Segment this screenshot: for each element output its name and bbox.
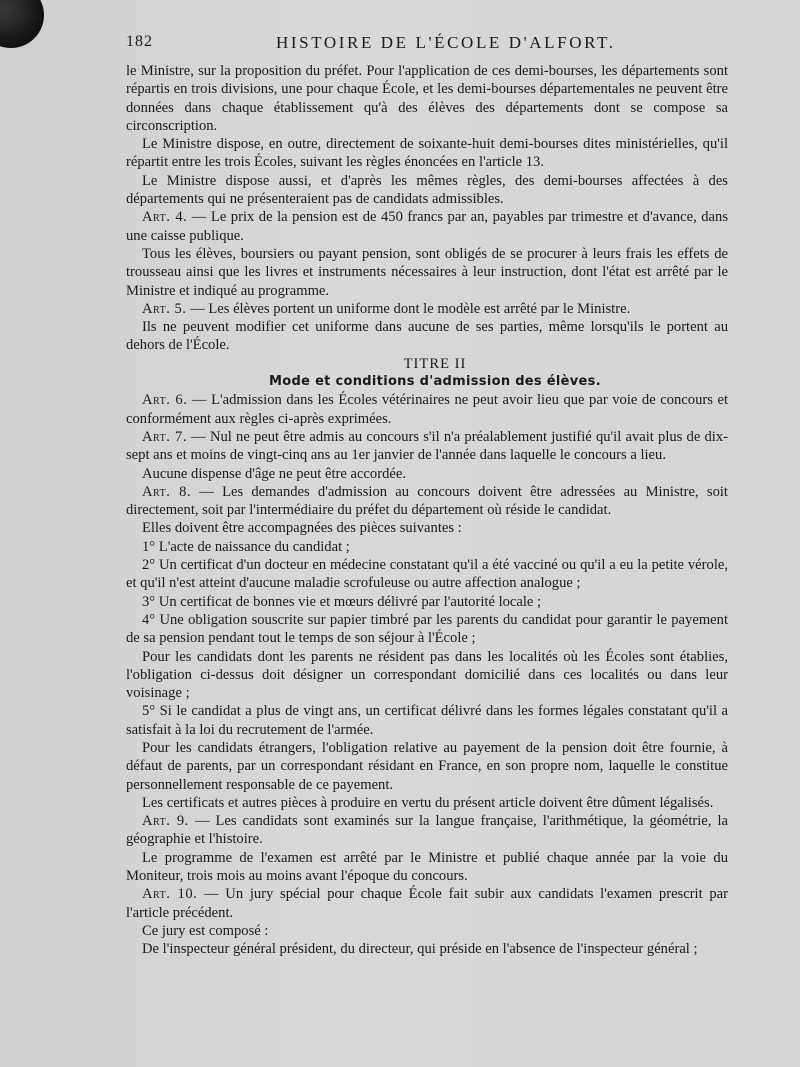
paragraph (126, 593, 728, 611)
article-label: Art. 5. (142, 300, 187, 317)
paragraph-text: Le Ministre dispose aussi, et d'après les mêmes règles, des demi-bourses affectées à des départements qui ne présenteraient pas de candidats admissibles. (126, 172, 728, 208)
paragraph-text: 2° Un certificat d'un docteur en médecine constatant qu'il a été vacciné ou qu'il a eu la petite vérole, et qu'il n'est atteint d'aucune maladie scrofuleuse ou autre affection analogue ; (126, 557, 728, 592)
paragraph (126, 812, 728, 849)
paragraph-text: Ce jury est composé : (142, 922, 269, 939)
paragraph-text: — Un jury spécial pour chaque École fait subir aux candidats l'examen prescrit par l'article précédent. (126, 886, 728, 921)
article-label: Art. 7. (142, 428, 187, 445)
page-header (126, 33, 730, 55)
article-label: Art. 8. (142, 483, 192, 500)
paragraph (126, 208, 728, 245)
paragraph (126, 465, 728, 483)
paragraph (126, 648, 728, 703)
paragraph (126, 391, 728, 428)
paragraph (126, 135, 728, 172)
paragraph (126, 519, 728, 537)
paragraph-text: Ils ne peuvent modifier cet uniforme dans aucune de ses parties, même lorsqu'ils le portent au dehors de l'École. (126, 319, 728, 354)
article-label: Art. 10. (142, 886, 198, 903)
paragraph-text: 5° Si le candidat a plus de vingt ans, un certificat délivré dans les formes légales constatant qu'il a satisfait à la loi du recrutement de l'armée. (126, 703, 728, 738)
paragraph-text: 4° Une obligation souscrite sur papier timbré par les parents du candidat pour garantir le payement de sa pension pendant tout le temps de son séjour à l'École ; (126, 611, 728, 647)
page-number: 182 (126, 33, 153, 50)
paragraph-text: 1° L'acte de naissance du candidat ; (142, 538, 350, 555)
paragraph-group-top (126, 62, 728, 355)
paragraph-text: le Ministre, sur la proposition du préfet. Pour l'application de ces demi-bourses, les départements sont répartis en trois divisions, une pour chaque École, et les demi-bourses départementales ne peuvent être données dans chaque établissement qu'à des élèves des départements dont se compose sa circonscription. (126, 63, 728, 134)
paragraph-text: Elles doivent être accompagnées des pièces suivantes : (142, 520, 462, 537)
paragraph-text: — Les candidats sont examinés sur la langue française, l'arithmétique, la géométrie, la géographie et l'histoire. (126, 813, 728, 848)
paragraph-text: Aucune dispense d'âge ne peut être accordée. (142, 465, 406, 482)
paragraph-text: Pour les candidats étrangers, l'obligation relative au payement de la pension doit être fournie, à défaut de parents, par un correspondant résidant en France, en son propre nom, laquelle le constitue personnellement responsable de ce payement. (126, 739, 728, 793)
paragraph-text: 3° Un certificat de bonnes vie et mœurs délivré par l'autorité locale ; (142, 593, 542, 610)
paragraph (126, 318, 728, 355)
paragraph-text: — L'admission dans les Écoles vétérinaires ne peut avoir lieu que par voie de concours et conformément aux règles ci-après exprimées. (126, 392, 729, 427)
section-subtitle: Mode et conditions d'admission des élèves. (269, 374, 601, 390)
article-label: Art. 9. (142, 813, 189, 830)
paragraph-text: Le programme de l'examen est arrêté par le Ministre et publié chaque année par la voie du Moniteur, trois mois au moins avant l'époque du concours. (126, 849, 728, 885)
paragraph (126, 922, 728, 940)
paragraph (126, 62, 728, 135)
running-title: HISTOIRE DE L'ÉCOLE D'ALFORT. (276, 33, 616, 52)
paragraph-text: — Les élèves portent un uniforme dont le modèle est arrêté par le Ministre. (186, 300, 631, 317)
paragraph-text: — Nul ne peut être admis au concours s'il n'a préalablement justifié qu'il avait plus de dix-sept ans et moins de vingt-cinq ans au 1er janvier de l'année dans laquelle le concours a lieu. (126, 428, 728, 464)
paragraph-text: Le Ministre dispose, en outre, directement de soixante-huit demi-bourses dites ministérielles, qu'il répartit entre les trois Écoles, suivant les règles énoncées en l'article 13. (126, 136, 728, 171)
section-title: TITRE II (403, 355, 467, 372)
paragraph (126, 538, 728, 556)
paragraph (126, 428, 728, 465)
paragraph-text: — Les demandes d'admission au concours doivent être adressées au Ministre, soit directement, soit par l'intermédiaire du préfet du département où réside le candidat. (126, 483, 728, 519)
paragraph (126, 300, 728, 318)
paragraph (126, 739, 728, 794)
paragraph-text: Les certificats et autres pièces à produire en vertu du présent article doivent être dûment légalisés. (142, 794, 714, 811)
article-label: Art. 4. (142, 209, 188, 226)
paragraph (126, 794, 728, 812)
paragraph (126, 885, 728, 922)
paragraph (126, 702, 728, 739)
paragraph-text: De l'inspecteur général président, du directeur, qui préside en l'absence de l'inspecteur général ; (142, 941, 698, 958)
binding-hole-shadow (0, 0, 44, 48)
page-body (126, 62, 728, 959)
paragraph-text: — Le prix de la pension est de 450 francs par an, payables par trimestre et d'avance, dans une caisse publique. (126, 209, 728, 244)
paragraph-group-bottom (126, 391, 728, 958)
paragraph (126, 245, 728, 300)
paragraph (126, 556, 728, 593)
paragraph (126, 849, 728, 886)
paragraph (126, 611, 728, 648)
paragraph (126, 483, 728, 520)
paragraph (126, 940, 728, 958)
article-label: Art. 6. (142, 392, 188, 409)
paragraph-text: Tous les élèves, boursiers ou payant pension, sont obligés de se procurer à leurs frais les effets de trousseau ainsi que les livres et instruments nécessaires à leur instruction, dont l'état est arrêté par le Ministre et indiqué au programme. (126, 245, 728, 299)
paragraph (126, 172, 728, 209)
paragraph-text: Pour les candidats dont les parents ne résident pas dans les localités où les Écoles sont établies, l'obligation ci-dessus doit désigner un correspondant domicilié dans ces localités ou dans leur voisinage ; (126, 648, 728, 702)
